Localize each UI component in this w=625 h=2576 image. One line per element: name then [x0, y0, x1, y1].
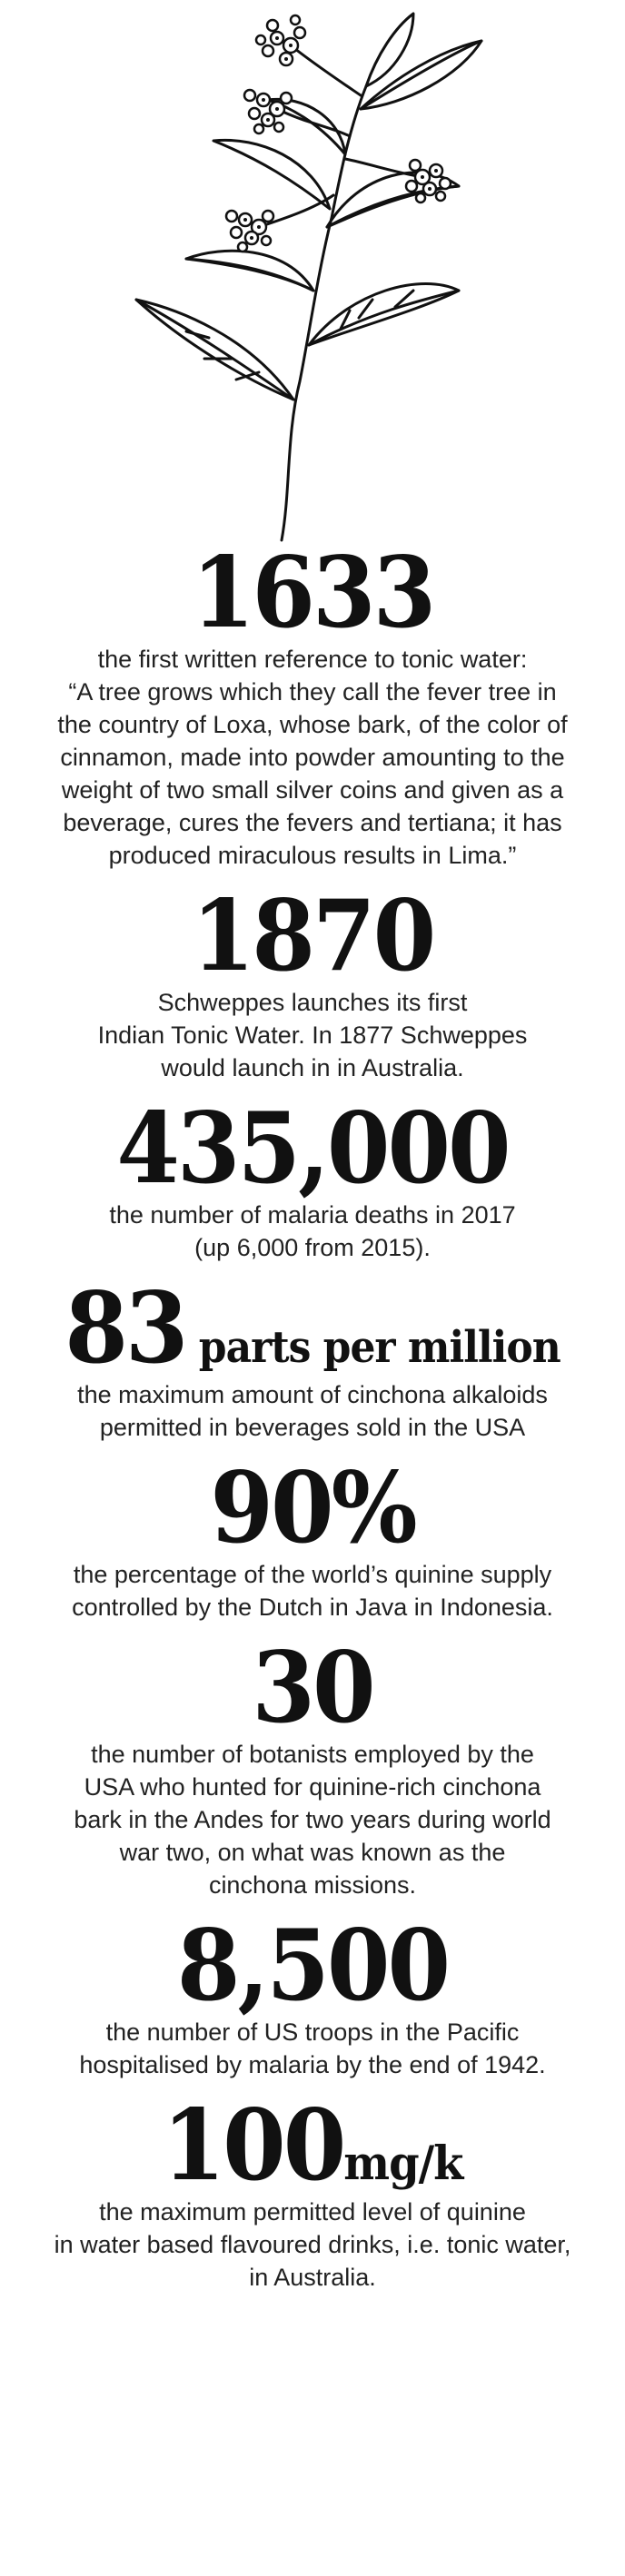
- fact-description: [0, 986, 625, 1084]
- fact-number: 435,000: [116, 1090, 509, 1206]
- fact-line: Indian Tonic Water. In 1877 Schweppes: [97, 1022, 528, 1049]
- fact-line: the number of malaria deaths in 2017: [109, 1201, 516, 1229]
- fact-line: USA who hunted for quinine-rich cinchona: [84, 1773, 541, 1801]
- fact-number: [0, 2087, 625, 2203]
- fact-line: war two, on what was known as the: [119, 1839, 506, 1866]
- fact-line: would launch in in Australia.: [161, 1054, 464, 1081]
- fact-100-mgk: [0, 2087, 625, 2294]
- fact-1633: [0, 534, 625, 872]
- fact-description: [0, 2016, 625, 2081]
- fact-description: [0, 643, 625, 872]
- fact-number-value: 100: [162, 2087, 344, 2203]
- fact-line: beverage, cures the fevers and tertiana; it has: [63, 809, 562, 836]
- fact-83-ppm: [0, 1269, 625, 1444]
- fact-line: “A tree grows which they call the fever tree in: [68, 678, 557, 706]
- fact-line: the maximum amount of cinchona alkaloids: [77, 1381, 548, 1408]
- cinchona-plant-illustration: [123, 0, 504, 545]
- fact-number: [0, 1269, 625, 1386]
- fact-line: the number of botanists employed by the: [91, 1741, 534, 1768]
- fact-8500: [0, 1907, 625, 2081]
- fact-number: 1870: [191, 877, 434, 993]
- tonic-water-facts: [0, 534, 625, 2294]
- fact-description: [0, 1558, 625, 1624]
- fact-435000: [0, 1090, 625, 1264]
- fact-number-value: 83: [64, 1269, 186, 1386]
- fact-line: the percentage of the world’s quinine supply: [73, 1561, 552, 1588]
- fact-30: [0, 1629, 625, 1901]
- fact-number: 30: [252, 1629, 373, 1745]
- fact-line: bark in the Andes for two years during world: [74, 1806, 551, 1833]
- fact-line: controlled by the Dutch in Java in Indonesia.: [72, 1594, 553, 1621]
- fact-number: 8,500: [176, 1907, 449, 2023]
- fact-number: 90%: [210, 1449, 415, 1565]
- fact-line: (up 6,000 from 2015).: [194, 1234, 431, 1261]
- fact-line: weight of two small silver coins and given as a: [61, 776, 564, 804]
- fact-line: cinnamon, made into powder amounting to the: [60, 744, 565, 771]
- fact-line: the maximum permitted level of quinine: [99, 2198, 526, 2226]
- fact-90-percent: [0, 1449, 625, 1624]
- fact-number-unit: parts per million: [185, 1322, 561, 1373]
- fact-1870: [0, 877, 625, 1084]
- fact-line: permitted in beverages sold in the USA: [99, 1414, 526, 1441]
- fact-line: the country of Loxa, whose bark, of the color of: [57, 711, 568, 738]
- fact-line: produced miraculous results in Lima.”: [108, 842, 517, 869]
- fact-description: [0, 1378, 625, 1444]
- fact-line: cinchona missions.: [208, 1871, 417, 1899]
- fact-line: in water based flavoured drinks, i.e. tonic water,: [54, 2231, 571, 2258]
- fact-line: the first written reference to tonic water:: [97, 646, 528, 673]
- fact-line: Schweppes launches its first: [157, 989, 468, 1016]
- fact-number: 1633: [191, 534, 434, 650]
- fact-description: [0, 1199, 625, 1264]
- fact-line: the number of US troops in the Pacific: [105, 2018, 520, 2046]
- fact-line: hospitalised by malaria by the end of 1942.: [79, 2051, 546, 2078]
- fact-description: [0, 1738, 625, 1901]
- fact-line: in Australia.: [249, 2264, 376, 2291]
- fact-number-unit: mg/k: [343, 2136, 463, 2191]
- fact-description: [0, 2196, 625, 2294]
